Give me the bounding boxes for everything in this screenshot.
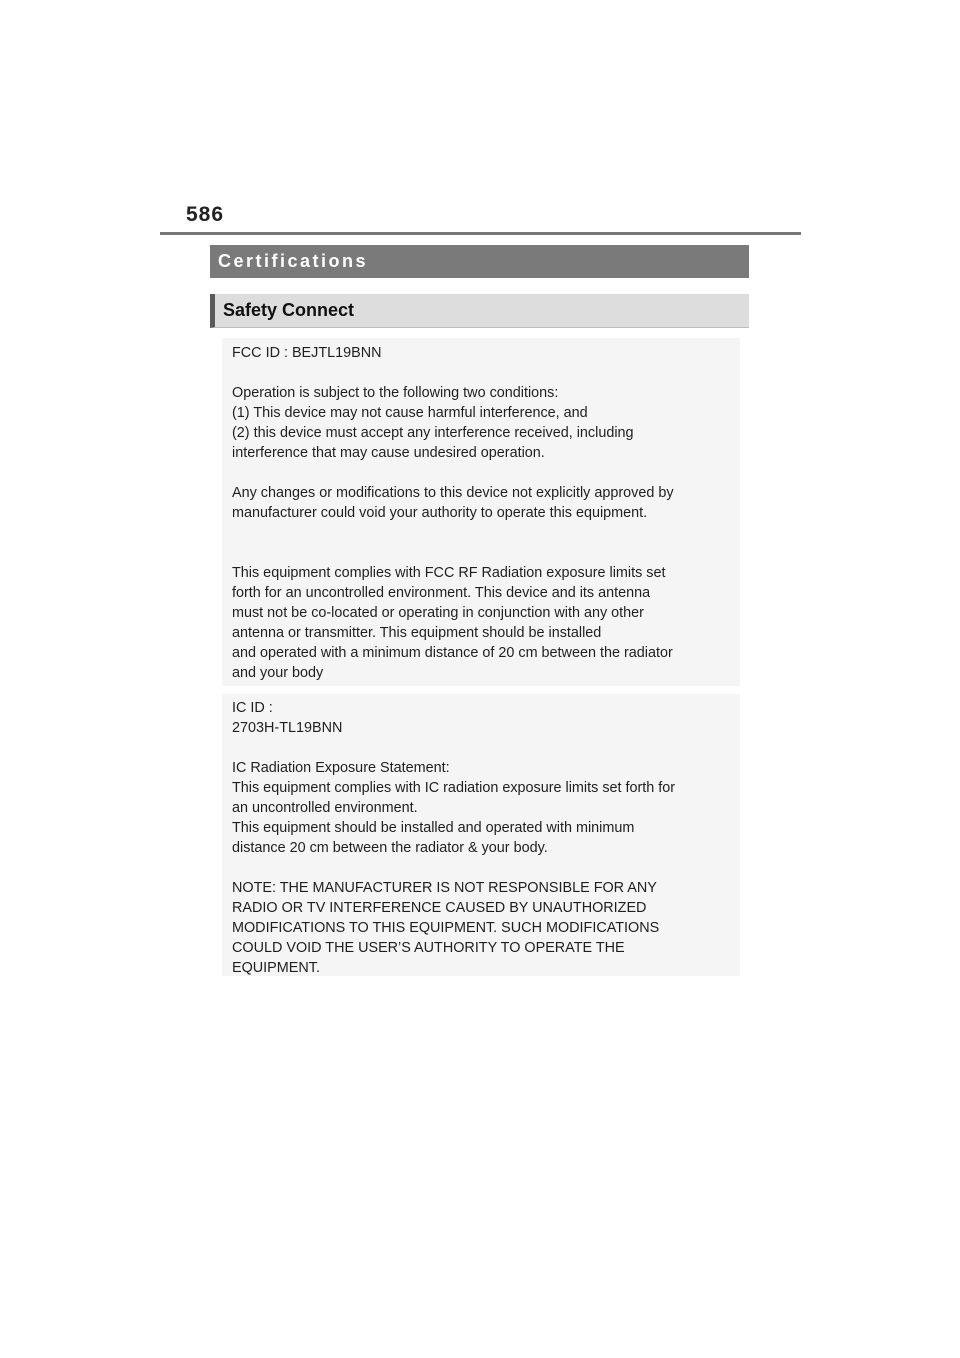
fcc-certification-block bbox=[222, 338, 740, 686]
spacer bbox=[232, 463, 740, 483]
subsection-header bbox=[210, 294, 749, 328]
page-number: 586 bbox=[186, 203, 225, 226]
ic-note: NOTE: THE MANUFACTURER IS NOT RESPONSIBLE FOR ANY RADIO OR TV INTERFERENCE CAUSED BY UNAUTHORIZED MODIFICATIONS TO THIS EQUIPMENT. SUCH MODIFICATIONS COULD VOID THE USER’S AUTHORITY TO OPERATE THE EQUIPMENT. bbox=[232, 880, 660, 976]
section-title: Certifications bbox=[218, 251, 369, 271]
fcc-changes-warning: Any changes or modifications to this device not explicitly approved by manufacturer could void your authority to operate this equipment. bbox=[232, 485, 674, 521]
subsection-title: Safety Connect bbox=[223, 300, 355, 320]
spacer bbox=[232, 858, 740, 878]
header-divider bbox=[160, 232, 801, 235]
section-header bbox=[210, 245, 749, 278]
ic-radiation-statement: IC Radiation Exposure Statement: This equipment complies with IC radiation exposure limits set forth for an uncontrolled environment. This equipment should be installed and operated with minimum distance 20 cm between the radiator & your body. bbox=[232, 760, 676, 856]
spacer bbox=[232, 523, 740, 563]
ic-id: IC ID : 2703H-TL19BNN bbox=[232, 700, 343, 736]
fcc-conditions: Operation is subject to the following two conditions: (1) This device may not cause harmful interference, and (2) this device must accept any interference received, including interference that may cause undesired operation. bbox=[232, 385, 634, 461]
fcc-id: FCC ID : BEJTL19BNN bbox=[232, 345, 382, 361]
spacer bbox=[232, 738, 740, 758]
fcc-rf-exposure: This equipment complies with FCC RF Radiation exposure limits set forth for an uncontrolled environment. This device and its antenna must not be co-located or operating in conjunction with any other antenna or transmitter. This equipment should be installed and operated with a minimum distance of 20 cm between the radiator and your body bbox=[232, 565, 673, 681]
ic-certification-block bbox=[222, 694, 740, 976]
spacer bbox=[232, 363, 740, 383]
